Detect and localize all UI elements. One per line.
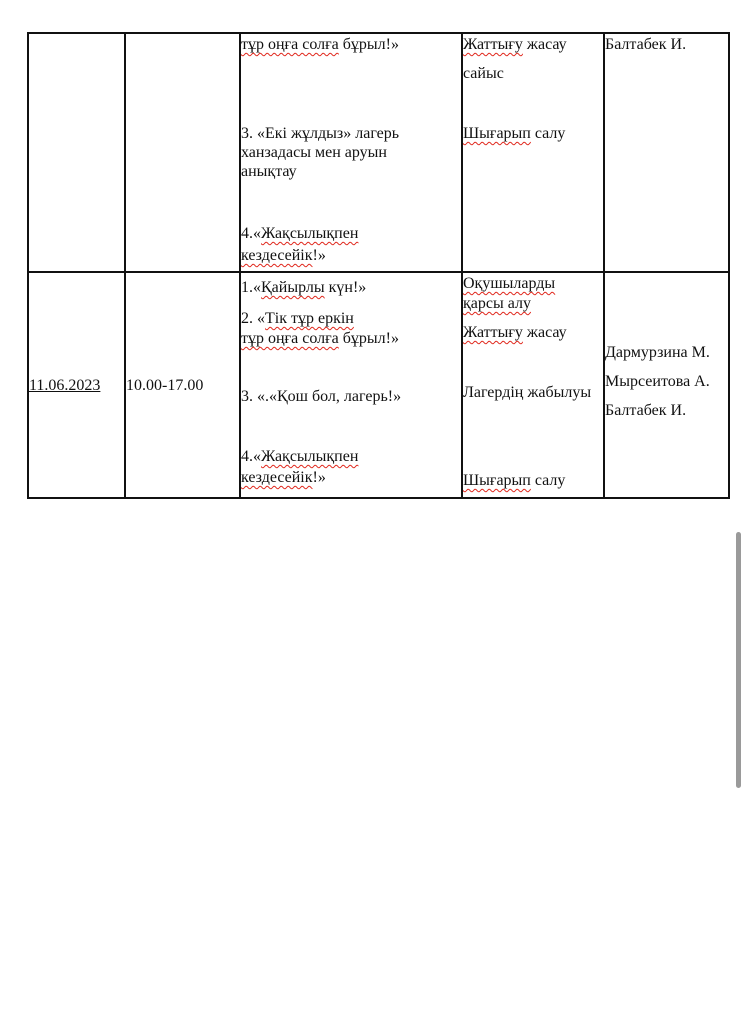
plan-item-continued: тұр оңға солға бұрыл!»: [241, 36, 399, 53]
responsible-name: Мырсеитова А.: [605, 373, 710, 390]
plan-item-3: 3. «.«Қош бол, лагерь!»: [241, 388, 402, 405]
form-line: Жаттығу жасау: [463, 36, 567, 53]
form-line: Лагердің жабылуы: [463, 384, 592, 401]
plan-item-2-line2: тұр оңға солға бұрыл!»: [241, 330, 399, 347]
form-line: Шығарып салу: [463, 125, 566, 142]
plan-item-4-line2: кездесейік!»: [241, 247, 326, 264]
plan-item-4: 4.«Жақсылықпен: [241, 225, 359, 242]
responsible-cell: [604, 272, 729, 498]
form-line: Оқушыларды: [463, 275, 556, 292]
form-cell: [462, 33, 604, 272]
plan-item-1: 1.«Қайырлы күн!»: [241, 279, 367, 296]
plan-cell: [240, 33, 462, 272]
plan-item-3: 3. «Екі жұлдыз» лагерь ханзадасы мен аруын анықтау: [241, 125, 400, 180]
form-line: қарсы алу: [463, 295, 531, 312]
responsible-name: Дармурзина М.: [605, 344, 710, 361]
vertical-scrollbar[interactable]: [736, 532, 741, 788]
form-line: Шығарып салу: [463, 472, 566, 489]
plan-item-2: 2. «Тік тұр еркін: [241, 310, 354, 327]
plan-item-4-line2: кездесейік!»: [241, 469, 326, 486]
form-line: Жаттығу жасау: [463, 324, 567, 341]
date-cell: [28, 33, 125, 272]
date-cell: [28, 272, 125, 498]
schedule-table: [27, 32, 730, 499]
form-line: сайыс: [463, 65, 504, 82]
form-cell: [462, 272, 604, 498]
table-row: [28, 33, 729, 272]
responsible-name: Балтабек И.: [605, 36, 687, 53]
plan-cell: [240, 272, 462, 498]
time-cell: [125, 33, 240, 272]
time-cell: [125, 272, 240, 498]
responsible-name: Балтабек И.: [605, 402, 687, 419]
time-text: 10.00-17.00: [126, 376, 204, 394]
plan-item-4: 4.«Жақсылықпен: [241, 448, 359, 465]
date-text: 11.06.2023: [29, 376, 101, 394]
table-row: [28, 272, 729, 498]
responsible-cell: [604, 33, 729, 272]
